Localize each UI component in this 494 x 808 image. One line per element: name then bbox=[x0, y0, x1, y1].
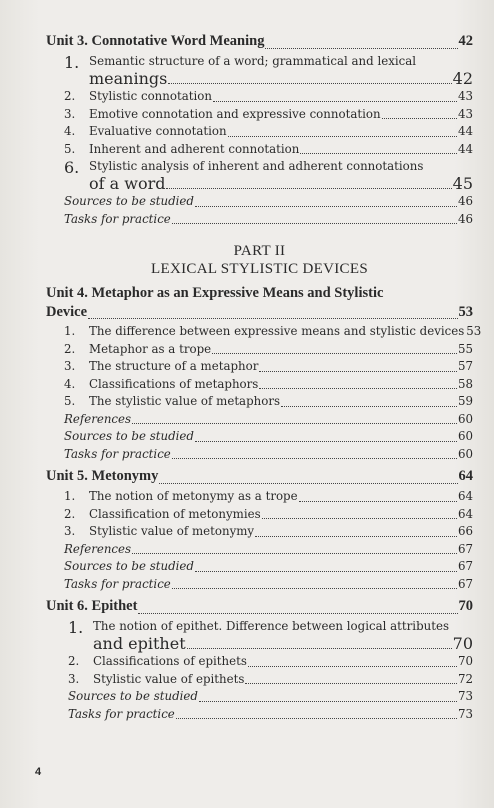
item-title: Classifications of metaphors bbox=[89, 376, 259, 391]
item-title: Inherent and adherent connotation bbox=[89, 141, 300, 156]
toc-item bbox=[46, 671, 473, 689]
page-number: 72 bbox=[457, 671, 473, 686]
page-number: 44 bbox=[457, 141, 473, 156]
item-title: The notion of metonymy as a trope bbox=[89, 489, 298, 503]
page-number: 73 bbox=[457, 689, 473, 703]
unit-title-line1: Unit 4. Metaphor as an Expressive Means and Stylistic bbox=[46, 285, 384, 301]
page-number: 64 bbox=[457, 489, 473, 503]
tasks-title: Tasks for practice bbox=[64, 211, 171, 226]
sources-title: Sources to be studied bbox=[64, 194, 194, 208]
references-entry bbox=[46, 541, 473, 559]
page-number: 53 bbox=[458, 304, 473, 320]
page-number: 60 bbox=[457, 411, 473, 426]
page-number: 53 bbox=[466, 324, 482, 338]
leader-dots bbox=[259, 371, 457, 372]
item-number: 5. bbox=[64, 141, 76, 156]
toc-item bbox=[46, 488, 473, 506]
references-title: References bbox=[64, 541, 132, 556]
page-number: 64 bbox=[458, 468, 473, 484]
page-number: 64 bbox=[457, 506, 473, 521]
leader-dots bbox=[299, 501, 457, 502]
item-number: 3. bbox=[64, 524, 76, 538]
tasks-title: Tasks for practice bbox=[64, 576, 171, 591]
page-number: 70 bbox=[457, 654, 473, 668]
toc-item bbox=[46, 88, 473, 106]
leader-dots bbox=[199, 701, 457, 702]
leader-dots bbox=[195, 206, 457, 207]
page-number: 67 bbox=[457, 541, 473, 556]
item-number: 1. bbox=[68, 618, 84, 637]
leader-dots bbox=[245, 683, 457, 684]
page-number: 42 bbox=[452, 69, 473, 88]
item-title: Metaphor as a trope bbox=[89, 341, 212, 356]
leader-dots bbox=[172, 588, 457, 589]
tasks-entry bbox=[46, 706, 473, 724]
item-title: The structure of a metaphor bbox=[89, 359, 259, 373]
item-title-line2: meanings bbox=[89, 69, 168, 88]
unit-title: Unit 3. Connotative Word Meaning bbox=[46, 33, 265, 49]
item-title-line1: Semantic structure of a word; grammatical and lexical bbox=[89, 54, 417, 68]
leader-dots bbox=[88, 318, 457, 319]
page-number: 43 bbox=[457, 89, 473, 103]
page-number: 57 bbox=[457, 359, 473, 373]
toc-item bbox=[46, 506, 473, 524]
page-number: 43 bbox=[457, 106, 473, 121]
page-number: 55 bbox=[457, 341, 473, 356]
item-title-line1: The notion of epithet. Difference between logical attributes bbox=[93, 619, 449, 633]
item-title: Emotive connotation and expressive connotation bbox=[89, 106, 381, 121]
leader-dots bbox=[213, 101, 457, 102]
leader-dots bbox=[259, 388, 457, 389]
item-number: 3. bbox=[68, 671, 80, 686]
leader-dots bbox=[159, 483, 457, 484]
table-of-contents bbox=[46, 33, 482, 723]
unit-3-heading bbox=[46, 33, 473, 53]
toc-item bbox=[46, 106, 473, 124]
toc-item bbox=[46, 523, 473, 541]
unit-title-line2: Device bbox=[46, 304, 88, 320]
tasks-title: Tasks for practice bbox=[68, 706, 175, 721]
page-number: 44 bbox=[457, 124, 473, 138]
page-number: 46 bbox=[457, 211, 473, 226]
item-title: The stylistic value of metaphors bbox=[89, 394, 281, 408]
part-heading bbox=[46, 242, 473, 278]
leader-dots bbox=[172, 458, 457, 459]
item-number: 6. bbox=[64, 158, 80, 177]
leader-dots bbox=[132, 423, 457, 424]
page-number: 46 bbox=[457, 194, 473, 208]
tasks-entry bbox=[46, 446, 473, 464]
page-number: 70 bbox=[458, 598, 473, 614]
toc-item bbox=[46, 53, 473, 88]
unit-title: Unit 5. Metonymy bbox=[46, 468, 159, 484]
page-number: 59 bbox=[457, 394, 473, 408]
references-entry bbox=[46, 411, 473, 429]
leader-dots bbox=[176, 718, 457, 719]
item-number: 1. bbox=[64, 324, 76, 338]
leader-dots bbox=[248, 666, 457, 667]
tasks-entry bbox=[46, 211, 473, 229]
page-number: 73 bbox=[457, 706, 473, 721]
item-number: 2. bbox=[64, 506, 76, 521]
toc-item bbox=[46, 323, 482, 341]
item-title: Stylistic connotation bbox=[89, 89, 212, 103]
folio-page-number: 4 bbox=[35, 766, 42, 778]
toc-item bbox=[46, 141, 473, 159]
page-number: 60 bbox=[457, 446, 473, 461]
page-number: 67 bbox=[457, 576, 473, 591]
leader-dots bbox=[138, 613, 457, 614]
leader-dots bbox=[300, 153, 457, 154]
item-number: 2. bbox=[64, 341, 76, 356]
sources-entry bbox=[46, 688, 473, 706]
item-title-line2: and epithet bbox=[93, 634, 186, 653]
item-number: 1. bbox=[64, 489, 76, 503]
toc-item bbox=[46, 653, 473, 671]
leader-dots bbox=[166, 188, 451, 189]
item-title-line2: of a word bbox=[89, 174, 166, 193]
sources-title: Sources to be studied bbox=[68, 689, 198, 703]
leader-dots bbox=[212, 353, 457, 354]
page-number: 58 bbox=[457, 376, 473, 391]
toc-item bbox=[46, 358, 473, 376]
page-number: 70 bbox=[452, 634, 473, 653]
toc-item bbox=[46, 618, 473, 653]
item-number: 2. bbox=[64, 89, 76, 103]
item-number: 3. bbox=[64, 359, 76, 373]
toc-item bbox=[46, 123, 473, 141]
toc-item bbox=[46, 393, 473, 411]
item-number: 4. bbox=[64, 376, 76, 391]
sources-entry bbox=[46, 193, 473, 211]
item-number: 4. bbox=[64, 124, 76, 138]
leader-dots bbox=[132, 553, 457, 554]
sources-entry bbox=[46, 428, 473, 446]
page-number: 60 bbox=[457, 429, 473, 443]
item-title: Evaluative connotation bbox=[89, 124, 227, 138]
toc-item bbox=[46, 376, 473, 394]
page-number: 66 bbox=[457, 524, 473, 538]
sources-title: Sources to be studied bbox=[64, 429, 194, 443]
item-number: 1. bbox=[64, 53, 80, 72]
leader-dots bbox=[265, 48, 457, 49]
leader-dots bbox=[255, 536, 457, 537]
sources-entry bbox=[46, 558, 473, 576]
unit-5-heading bbox=[46, 468, 473, 488]
page-number: 45 bbox=[452, 174, 473, 193]
leader-dots bbox=[228, 136, 457, 137]
sources-title: Sources to be studied bbox=[64, 559, 194, 573]
item-title: The difference between expressive means and stylistic devices bbox=[89, 324, 465, 338]
item-number: 3. bbox=[64, 106, 76, 121]
leader-dots bbox=[262, 518, 457, 519]
item-title: Stylistic value of epithets bbox=[93, 671, 245, 686]
item-title: Classification of metonymies bbox=[89, 506, 261, 521]
leader-dots bbox=[168, 83, 451, 84]
item-title-line1: Stylistic analysis of inherent and adherent connotations bbox=[89, 159, 424, 173]
toc-item bbox=[46, 341, 473, 359]
item-title: Stylistic value of metonymy bbox=[89, 524, 255, 538]
references-title: References bbox=[64, 411, 132, 426]
unit-4-heading bbox=[46, 284, 473, 323]
leader-dots bbox=[187, 648, 452, 649]
item-title: Classifications of epithets bbox=[93, 654, 247, 668]
unit-6-heading bbox=[46, 598, 473, 618]
page-number: 42 bbox=[458, 33, 473, 49]
leader-dots bbox=[195, 571, 457, 572]
leader-dots bbox=[382, 118, 457, 119]
item-number: 5. bbox=[64, 394, 76, 408]
leader-dots bbox=[281, 406, 457, 407]
tasks-entry bbox=[46, 576, 473, 594]
page-number: 67 bbox=[457, 559, 473, 573]
part-label: PART II bbox=[233, 243, 286, 259]
leader-dots bbox=[172, 223, 457, 224]
part-title: LEXICAL STYLISTIC DEVICES bbox=[151, 261, 368, 277]
unit-title: Unit 6. Epithet bbox=[46, 598, 138, 614]
leader-dots bbox=[195, 441, 457, 442]
item-number: 2. bbox=[68, 654, 80, 668]
tasks-title: Tasks for practice bbox=[64, 446, 171, 461]
toc-item bbox=[46, 158, 473, 193]
